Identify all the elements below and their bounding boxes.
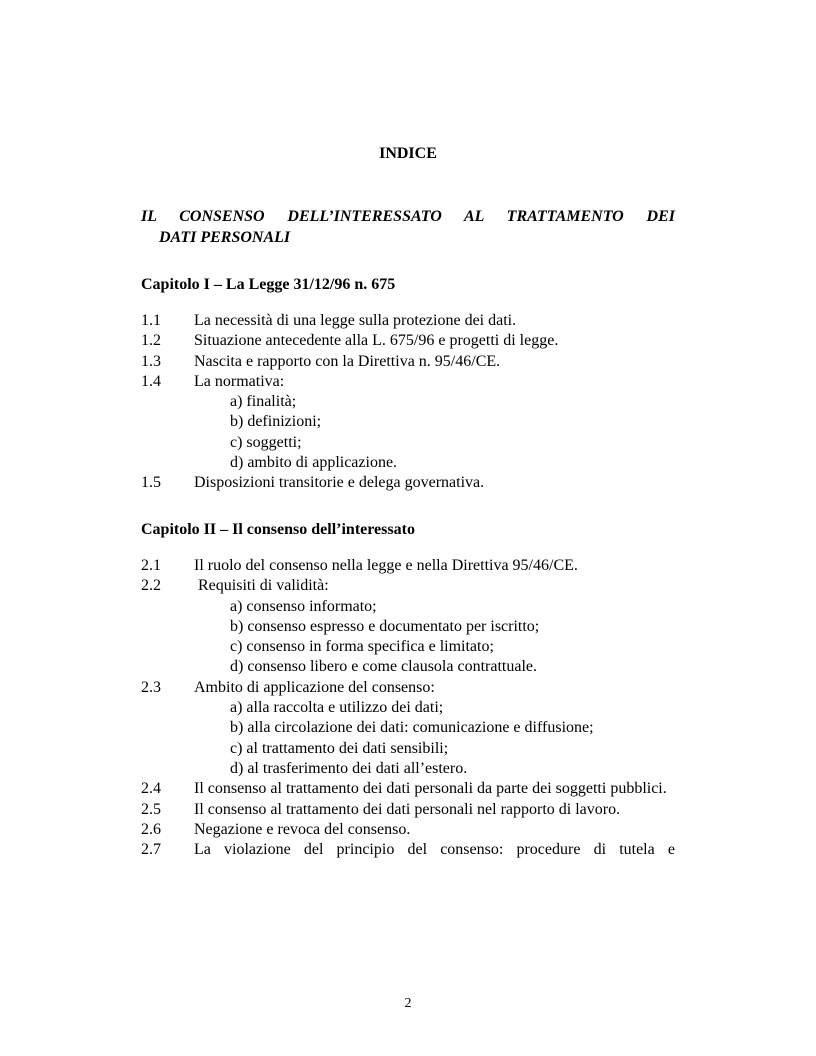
toc-subitem: c) al trattamento dei dati sensibili; [230, 739, 449, 757]
toc-entry-text: Nascita e rapporto con la Direttiva n. 95/46/CE. [194, 352, 501, 370]
toc-entry-number: 2.1 [141, 557, 161, 574]
toc-entry [141, 779, 675, 799]
toc-entry [141, 556, 675, 576]
page-number: 2 [404, 996, 412, 1011]
chapter-2-heading: Capitolo II – Il consenso dell’interessato [141, 521, 415, 538]
toc-entry-text: Il consenso al trattamento dei dati personali da parte dei soggetti pubblici. [194, 780, 667, 798]
toc-entry-number: 1.3 [141, 352, 161, 370]
toc-entry [141, 840, 675, 860]
toc-entry-text: Situazione antecedente alla L. 675/96 e progetti di legge. [194, 332, 559, 350]
toc-entry-text: Il consenso al trattamento dei dati personali nel rapporto di lavoro. [194, 800, 621, 818]
toc-subitem: a) consenso informato; [230, 597, 377, 615]
toc-subitem: a) alla raccolta e utilizzo dei dati; [230, 699, 444, 717]
toc-entry [141, 352, 675, 372]
toc-entry-text: Disposizioni transitorie e delega governativa. [194, 474, 485, 492]
toc-subitem: d) al trasferimento dei dati all’estero. [230, 759, 468, 777]
toc-entry-text: Ambito di applicazione del consenso: [194, 678, 435, 696]
toc-entry [141, 800, 675, 820]
toc-entry-text: Il ruolo del consenso nella legge e nella Direttiva 95/46/CE. [194, 557, 578, 574]
toc-subitem: b) consenso espresso e documentato per iscritto; [230, 617, 540, 635]
toc-entry [141, 372, 675, 392]
toc-entry-number: 2.7 [141, 841, 161, 859]
document-title-line1: IL CONSENSO DELL’INTERESSATO AL TRATTAMENTO DEI [141, 208, 675, 225]
chapter-2-toc [141, 556, 675, 860]
toc-subitem: a) finalità; [230, 393, 297, 411]
toc-entry-number: 1.2 [141, 332, 161, 350]
toc-entry-number: 2.4 [141, 780, 161, 798]
toc-entry [141, 820, 675, 840]
page-title: INDICE [379, 145, 437, 162]
chapter-1-heading: Capitolo I – La Legge 31/12/96 n. 675 [141, 276, 396, 293]
toc-entry-text: La violazione del principio del consenso: procedure di tutela e [194, 841, 675, 859]
document-title [141, 206, 675, 248]
toc-entry [141, 331, 675, 351]
toc-entry [141, 311, 675, 331]
toc-entry-text: Negazione e revoca del consenso. [194, 820, 411, 838]
toc-entry-number: 2.6 [141, 820, 161, 838]
toc-entry-number: 1.5 [141, 474, 161, 492]
toc-subitem: d) consenso libero e come clausola contrattuale. [230, 658, 537, 676]
toc-entry-text: Requisiti di validità: [194, 577, 329, 595]
chapter-1-toc [141, 311, 675, 494]
toc-entry [141, 473, 675, 493]
toc-entry-number: 2.2 [141, 577, 161, 595]
toc-entry-number: 1.1 [141, 312, 161, 329]
toc-subitem: d) ambito di applicazione. [230, 454, 398, 472]
toc-subitem: c) consenso in forma specifica e limitato; [230, 638, 494, 656]
toc-entry [141, 678, 675, 698]
toc-subitem: b) alla circolazione dei dati: comunicazione e diffusione; [230, 719, 594, 737]
document-title-line2: DATI PERSONALI [159, 229, 291, 246]
toc-entry-number: 2.5 [141, 800, 161, 818]
toc-entry-number: 1.4 [141, 372, 161, 390]
toc-subitem: b) definizioni; [230, 413, 322, 431]
toc-entry-text: La normativa: [194, 372, 285, 390]
toc-entry [141, 576, 675, 596]
toc-entry-text: La necessità di una legge sulla protezione dei dati. [194, 312, 517, 329]
toc-entry-number: 2.3 [141, 678, 161, 696]
toc-subitem: c) soggetti; [230, 433, 302, 451]
